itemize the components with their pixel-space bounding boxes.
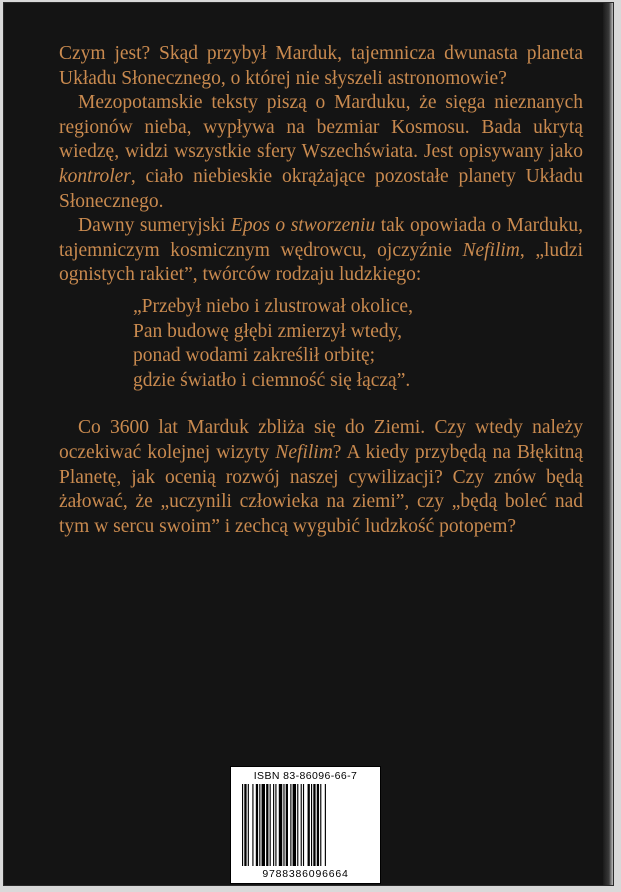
barcode-bar: [303, 784, 304, 866]
barcode-bar: [293, 784, 296, 866]
barcode-bar: [313, 784, 315, 866]
barcode-bar: [256, 784, 258, 866]
barcode-bar: [244, 784, 246, 866]
paragraph-3-text-a: Dawny sumeryjski: [78, 215, 231, 237]
paragraph-2: [59, 91, 583, 214]
barcode-bar: [317, 784, 319, 866]
barcode-bar: [248, 784, 249, 866]
barcode-bar: [290, 784, 291, 866]
verse-line: gdzie światło i ciemność się łączą”.: [133, 369, 411, 391]
paragraph-2-text-b: , ciało niebieskie okrążające pozostałe planety Układu Słonecznego.: [59, 165, 583, 212]
cover-edge: [603, 3, 613, 885]
paragraph-3-text-b: tak opowiada o Marduku, tajemniczym kosmicznym wędrowcu, ojczyźnie: [59, 215, 584, 261]
barcode-bar: [301, 784, 302, 866]
verse-line: Pan budowę głębi zmierzył wtedy,: [133, 320, 402, 342]
barcode-bar: [270, 784, 271, 866]
barcode-bar: [266, 784, 268, 866]
barcode-bar: [273, 784, 274, 866]
paragraph-3-italic-nefilim: Nefilim: [462, 239, 520, 261]
paragraph-3-text-c: , „ludzi ognistych rakiet”, twórców rodzaju ludzkiego:: [59, 239, 583, 286]
paragraph-1-text: Czym jest? Skąd przybył Marduk, tajemnicza dwunasta planeta Układu Słonecznego, o której nie słyszeli astronomowie?: [59, 43, 583, 89]
verse-line: „Przebył niebo i zlustrował okolice,: [133, 295, 413, 317]
barcode-bar: [320, 784, 321, 866]
barcode-bar: [262, 784, 265, 866]
barcode-bar: [308, 784, 310, 866]
verse-line: ponad wodami zakreślił orbitę;: [133, 345, 376, 367]
paragraph-4-italic: Nefilim: [275, 441, 333, 463]
barcode-bar: [259, 784, 260, 866]
barcode-bar: [279, 784, 282, 866]
isbn-number: ISBN 83-86096-66-7: [253, 770, 358, 782]
barcode-bar: [283, 784, 284, 866]
paragraph-4-text-a: Co 3600 lat Marduk zbliża się do Ziemi. Czy wtedy należy oczekiwać kolejnej wizyty: [59, 417, 583, 463]
paragraph-2-text-a: Mezopotamskie teksty piszą o Marduku, że sięga nieznanych regionów nieba, wypływa na bezmiar Kosmosu. Bada ukrytą wiedzę, widzi wszystkie sfery Wszechświata. Jest opisywany jako: [59, 92, 583, 163]
paragraph-3: [59, 214, 583, 288]
barcode-label: [230, 766, 381, 884]
barcode-bar: [297, 784, 298, 866]
ean-number: 9788386096664: [262, 868, 349, 880]
paragraph-3-italic-title: Epos o stworzeniu: [230, 215, 376, 237]
barcode-bar: [275, 784, 276, 866]
cover-text: [59, 42, 583, 539]
paragraph-2-italic: kontroler: [59, 165, 131, 187]
barcode-bars: [240, 784, 371, 866]
barcode-bar: [242, 784, 243, 866]
barcode-bar: [325, 784, 326, 866]
paragraph-4-text-b: ? A kiedy przybędą na Błękitną Planetę, jak ocenią rozwój naszej cywilizacji? Czy znów będą żałować, że „uczynili człowieka na ziemi”, czy „będą boleć nad tym w sercu swoim” i zechcą wygubić ludzkość potopem?: [59, 441, 583, 537]
paragraph-gap: [59, 393, 583, 416]
paragraph-1: [59, 42, 583, 91]
paragraph-4: [59, 416, 583, 539]
verse-quote: [133, 295, 583, 393]
barcode-bar: [311, 784, 312, 866]
barcode-bar: [252, 784, 253, 866]
barcode-bar: [286, 784, 288, 866]
